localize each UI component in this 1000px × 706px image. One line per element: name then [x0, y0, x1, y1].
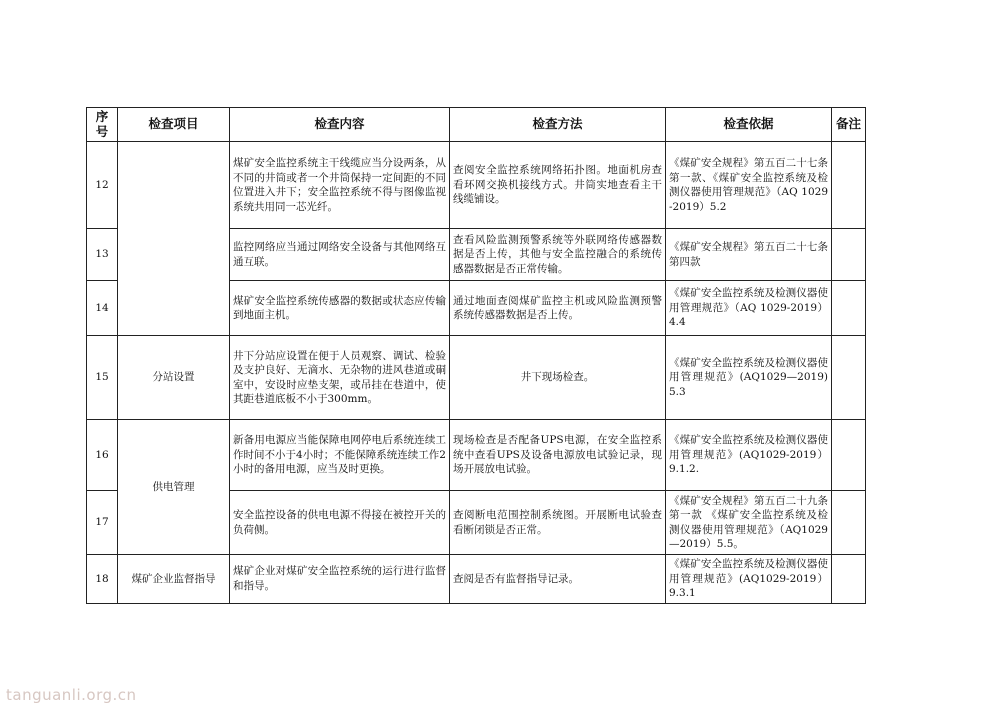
- note-cell: [832, 420, 866, 491]
- content-cell: 煤矿安全监控系统传感器的数据或状态应传输到地面主机。: [230, 281, 450, 336]
- content-cell: 煤矿安全监控系统主干线缆应当分设两条，从不同的井筒或者一个井筒保持一定间距的不同位置进入井下；安全监控系统不得与图像监视系统共用同一芯光纤。: [230, 142, 450, 229]
- header-basis: 检查依据: [666, 108, 832, 142]
- header-row: [87, 108, 866, 142]
- content-cell: 安全监控设备的供电电源不得接在被控开关的负荷侧。: [230, 491, 450, 555]
- method-cell: 现场检查是否配备UPS电源，在安全监控系统中查看UPS及设备电源放电试验记录，现场开展放电试验。: [450, 420, 666, 491]
- note-cell: [832, 555, 866, 604]
- note-cell: [832, 142, 866, 229]
- header-note: 备注: [832, 108, 866, 142]
- item-cell: 分站设置: [118, 336, 230, 420]
- item-cell: 煤矿企业监督指导: [118, 555, 230, 604]
- header-item: 检查项目: [118, 108, 230, 142]
- method-cell: 查阅断电范围控制系统图。开展断电试验查看断闭锁是否正常。: [450, 491, 666, 555]
- basis-cell: 《煤矿安全规程》第五百二十九条第一款 《煤矿安全监控系统及检测仪器使用管理规范》（AQ1029—2019）5.5。: [666, 491, 832, 555]
- method-cell: 井下现场检查。: [450, 336, 666, 420]
- basis-cell: 《煤矿安全监控系统及检测仪器使用管理规范》（AQ 1029-2019）4.4: [666, 281, 832, 336]
- row-number: 17: [87, 491, 118, 555]
- table-row: [87, 555, 866, 604]
- header-method: 检查方法: [450, 108, 666, 142]
- method-cell: 通过地面查阅煤矿监控主机或风险监测预警系统传感器数据是否上传。: [450, 281, 666, 336]
- method-cell: 查阅是否有监督指导记录。: [450, 555, 666, 604]
- item-cell: 供电管理: [118, 420, 230, 555]
- row-number: 16: [87, 420, 118, 491]
- table-row: [87, 420, 866, 491]
- watermark-text: tanguanli.org.cn: [6, 686, 137, 704]
- inspection-table: [86, 107, 866, 604]
- content-cell: 监控网络应当通过网络安全设备与其他网络互通互联。: [230, 229, 450, 281]
- content-cell: 井下分站应设置在便于人员观察、调试、检验及支护良好、无滴水、无杂物的进风巷道或硐室中，安设时应垫支架，或吊挂在巷道中，使其距巷道底板不小于300mm。: [230, 336, 450, 420]
- note-cell: [832, 281, 866, 336]
- method-cell: 查看风险监测预警系统等外联网络传感器数据是否上传，其他与安全监控融合的系统传感器数据是否正常传输。: [450, 229, 666, 281]
- note-cell: [832, 491, 866, 555]
- note-cell: [832, 229, 866, 281]
- header-content: 检查内容: [230, 108, 450, 142]
- basis-cell: 《煤矿安全规程》第五百二十七条第一款、《煤矿安全监控系统及检测仪器使用管理规范》（AQ 1029-2019）5.2: [666, 142, 832, 229]
- item-cell-empty: [118, 142, 230, 336]
- row-number: 15: [87, 336, 118, 420]
- table-row: [87, 336, 866, 420]
- row-number: 13: [87, 229, 118, 281]
- table-row: [87, 142, 866, 229]
- row-number: 18: [87, 555, 118, 604]
- header-no: 序号: [87, 108, 118, 142]
- note-cell: [832, 336, 866, 420]
- basis-cell: 《煤矿安全监控系统及检测仪器使用管理规范》(AQ1029—2019)5.3: [666, 336, 832, 420]
- row-number: 14: [87, 281, 118, 336]
- method-cell: 查阅安全监控系统网络拓扑图。地面机房查看环网交换机接线方式。井筒实地查看主干线缆铺设。: [450, 142, 666, 229]
- basis-cell: 《煤矿安全规程》第五百二十七条 第四款: [666, 229, 832, 281]
- basis-cell: 《煤矿安全监控系统及检测仪器使用管理规范》(AQ1029-2019）9.1.2.: [666, 420, 832, 491]
- content-cell: 煤矿企业对煤矿安全监控系统的运行进行监督和指导。: [230, 555, 450, 604]
- content-cell: 新备用电源应当能保障电网停电后系统连续工作时间不小于4小时；不能保障系统连续工作2小时的备用电源，应当及时更换。: [230, 420, 450, 491]
- row-number: 12: [87, 142, 118, 229]
- basis-cell: 《煤矿安全监控系统及检测仪器使用管理规范》(AQ1029-2019）9.3.1: [666, 555, 832, 604]
